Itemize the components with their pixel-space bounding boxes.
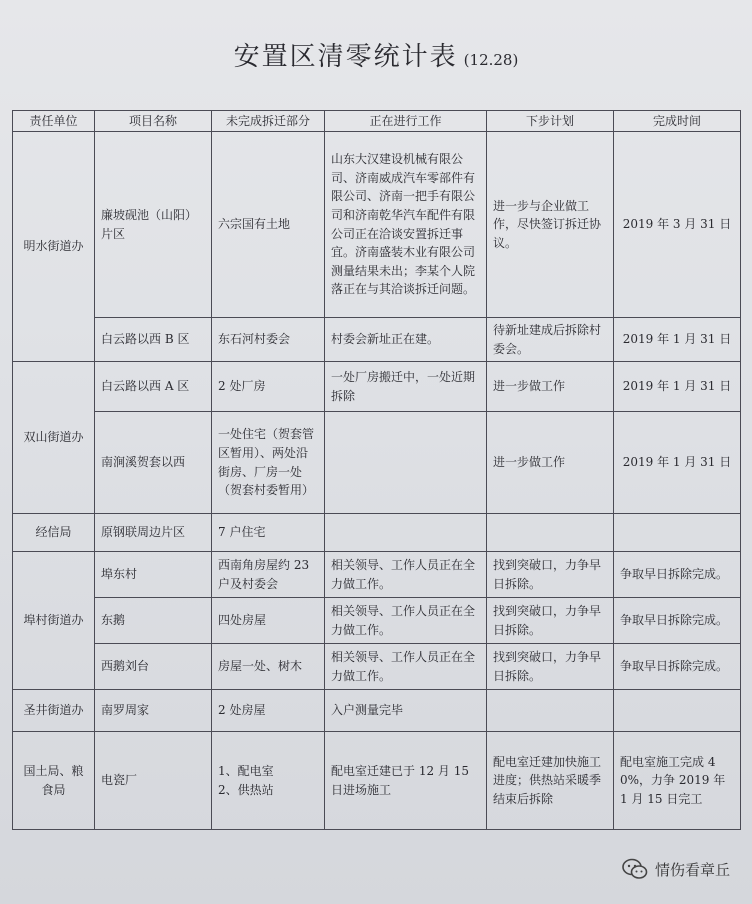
title-text: 安置区清零统计表 — [233, 42, 458, 72]
deadline-cell: 争取早日拆除完成。 — [614, 598, 741, 644]
project-cell: 白云路以西 B 区 — [95, 318, 212, 362]
remaining-cell: 西南角房屋约 23 户及村委会 — [212, 552, 325, 598]
next-cell: 找到突破口，力争早日拆除。 — [487, 598, 614, 644]
next-cell: 进一步做工作 — [487, 362, 614, 412]
next-cell — [487, 514, 614, 552]
remaining-cell: 2 处厂房 — [212, 362, 325, 412]
ongoing-cell: 村委会新址正在建。 — [325, 318, 487, 362]
next-cell: 待新址建成后拆除村委会。 — [487, 318, 614, 362]
ongoing-cell: 入户测量完毕 — [325, 690, 487, 732]
table-row — [13, 362, 741, 412]
remaining-cell: 7 户住宅 — [212, 514, 325, 552]
header-remaining: 未完成拆迁部分 — [212, 111, 325, 132]
remaining-cell: 四处房屋 — [212, 598, 325, 644]
unit-cell: 圣井街道办 — [13, 690, 95, 732]
unit-cell: 明水街道办 — [13, 132, 95, 362]
deadline-cell — [614, 514, 741, 552]
table-row — [13, 514, 741, 552]
project-cell: 原钢联周边片区 — [95, 514, 212, 552]
unit-cell: 双山街道办 — [13, 362, 95, 514]
project-cell: 埠东村 — [95, 552, 212, 598]
deadline-cell: 配电室施工完成 40%，力争 2019 年 1 月 15 日完工 — [614, 732, 741, 830]
remaining-cell: 东石河村委会 — [212, 318, 325, 362]
deadline-cell: 争取早日拆除完成。 — [614, 552, 741, 598]
ongoing-cell: 山东大汉建设机械有限公司、济南威成汽车零部件有限公司、济南一把手有限公司和济南乾华汽车配件有限公司正在洽谈安置拆迁事宜。济南盛装木业有限公司测量结果未出；李某个人院落正在与其洽谈拆迁问题。 — [325, 132, 487, 318]
project-cell: 东鹅 — [95, 598, 212, 644]
deadline-cell: 2019 年 3 月 31 日 — [614, 132, 741, 318]
deadline-cell: 2019 年 1 月 31 日 — [614, 362, 741, 412]
project-cell: 电瓷厂 — [95, 732, 212, 830]
remaining-cell: 六宗国有土地 — [212, 132, 325, 318]
ongoing-cell — [325, 514, 487, 552]
project-cell: 白云路以西 A 区 — [95, 362, 212, 412]
document-title — [0, 36, 752, 73]
deadline-cell — [614, 690, 741, 732]
remaining-cell: 房屋一处、树木 — [212, 644, 325, 690]
next-cell: 找到突破口，力争早日拆除。 — [487, 552, 614, 598]
next-cell: 配电室迁建加快施工进度；供热站采暖季结束后拆除 — [487, 732, 614, 830]
table-row — [13, 412, 741, 514]
ongoing-cell: 相关领导、工作人员正在全力做工作。 — [325, 552, 487, 598]
statistics-table — [12, 110, 741, 830]
remaining-cell: 一处住宅（贺套管区暂用）、两处沿街房、厂房一处（贺套村委暂用） — [212, 412, 325, 514]
next-cell — [487, 690, 614, 732]
ongoing-cell — [325, 412, 487, 514]
wechat-icon — [621, 858, 649, 880]
account-name: 情伤看章丘 — [654, 860, 730, 879]
table-row — [13, 552, 741, 598]
header-project: 项目名称 — [95, 111, 212, 132]
unit-cell: 国土局、粮食局 — [13, 732, 95, 830]
table-row — [13, 598, 741, 644]
remaining-cell: 2 处房屋 — [212, 690, 325, 732]
table-row — [13, 132, 741, 318]
deadline-cell: 争取早日拆除完成。 — [614, 644, 741, 690]
project-cell: 廉坡砚池（山阳）片区 — [95, 132, 212, 318]
watermark — [621, 858, 730, 880]
next-cell: 找到突破口，力争早日拆除。 — [487, 644, 614, 690]
title-date: (12.28) — [463, 51, 519, 69]
ongoing-cell: 配电室迁建已于 12 月 15 日进场施工 — [325, 732, 487, 830]
ongoing-cell: 相关领导、工作人员正在全力做工作。 — [325, 644, 487, 690]
table-row — [13, 644, 741, 690]
table-row — [13, 318, 741, 362]
header-next: 下步计划 — [487, 111, 614, 132]
ongoing-cell: 相关领导、工作人员正在全力做工作。 — [325, 598, 487, 644]
header-ongoing: 正在进行工作 — [325, 111, 487, 132]
next-cell: 进一步做工作 — [487, 412, 614, 514]
project-cell: 西鹅刘台 — [95, 644, 212, 690]
deadline-cell: 2019 年 1 月 31 日 — [614, 318, 741, 362]
project-cell: 南罗周家 — [95, 690, 212, 732]
unit-cell: 经信局 — [13, 514, 95, 552]
header-unit: 责任单位 — [13, 111, 95, 132]
next-cell: 进一步与企业做工作，尽快签订拆迁协议。 — [487, 132, 614, 318]
ongoing-cell: 一处厂房搬迁中，一处近期拆除 — [325, 362, 487, 412]
table-row — [13, 690, 741, 732]
table-header-row — [13, 111, 741, 132]
project-cell: 南涧溪贺套以西 — [95, 412, 212, 514]
unit-cell: 埠村街道办 — [13, 552, 95, 690]
deadline-cell: 2019 年 1 月 31 日 — [614, 412, 741, 514]
remaining-cell: 1、配电室 2、供热站 — [212, 732, 325, 830]
header-deadline: 完成时间 — [614, 111, 741, 132]
table-row — [13, 732, 741, 830]
